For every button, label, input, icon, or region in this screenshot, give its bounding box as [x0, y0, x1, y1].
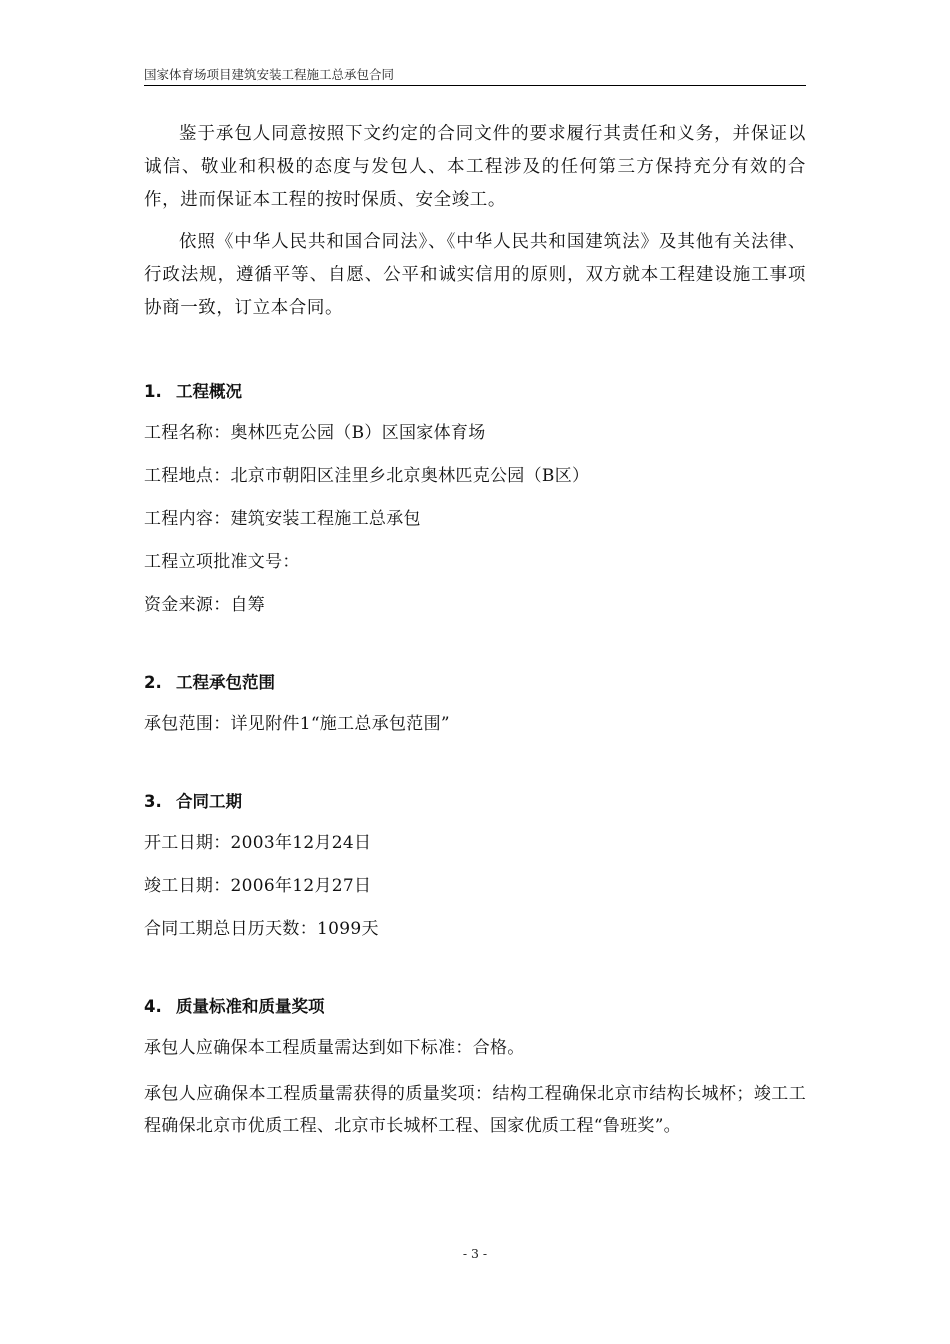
project-name-line: 工程名称：奥林匹克公园（B）区国家体育场 [144, 423, 486, 443]
start-date-line: 开工日期：2003年12月24日 [144, 833, 372, 853]
page-number: - 3 - [462, 1246, 488, 1261]
total-days-line: 合同工期总日历天数：1099天 [144, 919, 379, 939]
section-project-overview [144, 380, 806, 618]
section-number: 4. [144, 997, 162, 1016]
section-quality-standards [144, 995, 806, 1142]
section-number: 1. [144, 382, 162, 401]
section-title: 工程概况 [176, 382, 242, 401]
intro-paragraph-1: 鉴于承包人同意按照下文约定的合同文件的要求履行其责任和义务，并保证以诚信、敬业和积极的态度与发包人、本工程涉及的任何第三方保持充分有效的合作，进而保证本工程的按时保质、安全竣工。 [144, 124, 806, 210]
section-heading [144, 790, 806, 814]
quality-standard-line: 承包人应确保本工程质量需达到如下标准：合格。 [144, 1038, 525, 1058]
quality-awards-line: 承包人应确保本工程质量需获得的质量奖项：结构工程确保北京市结构长城杯；竣工工程确保北京市优质工程、北京市长城杯工程、国家优质工程“鲁班奖”。 [144, 1084, 806, 1136]
intro-paragraph-2: 依照《中华人民共和国合同法》、《中华人民共和国建筑法》及其他有关法律、行政法规，遵循平等、自愿、公平和诚实信用的原则，双方就本工程建设施工事项协商一致，订立本合同。 [144, 232, 806, 318]
section-heading [144, 380, 806, 404]
approval-number-line: 工程立项批准文号： [144, 552, 300, 572]
scope-line: 承包范围：详见附件1“施工总承包范围” [144, 714, 450, 734]
running-header: 国家体育场项目建筑安装工程施工总承包合同 [144, 66, 806, 86]
section-title: 合同工期 [176, 792, 242, 811]
funding-source-line: 资金来源：自筹 [144, 595, 266, 615]
document-body [144, 118, 806, 1159]
section-title: 质量标准和质量奖项 [176, 997, 325, 1016]
section-heading [144, 671, 806, 695]
project-content-line: 工程内容：建筑安装工程施工总承包 [144, 509, 421, 529]
section-number: 3. [144, 792, 162, 811]
section-number: 2. [144, 673, 162, 692]
section-heading [144, 995, 806, 1019]
section-title: 工程承包范围 [176, 673, 275, 692]
completion-date-line: 竣工日期：2006年12月27日 [144, 876, 372, 896]
section-contract-period [144, 790, 806, 942]
project-location-line: 工程地点：北京市朝阳区洼里乡北京奥林匹克公园（B区） [144, 466, 590, 486]
section-contract-scope [144, 671, 806, 737]
